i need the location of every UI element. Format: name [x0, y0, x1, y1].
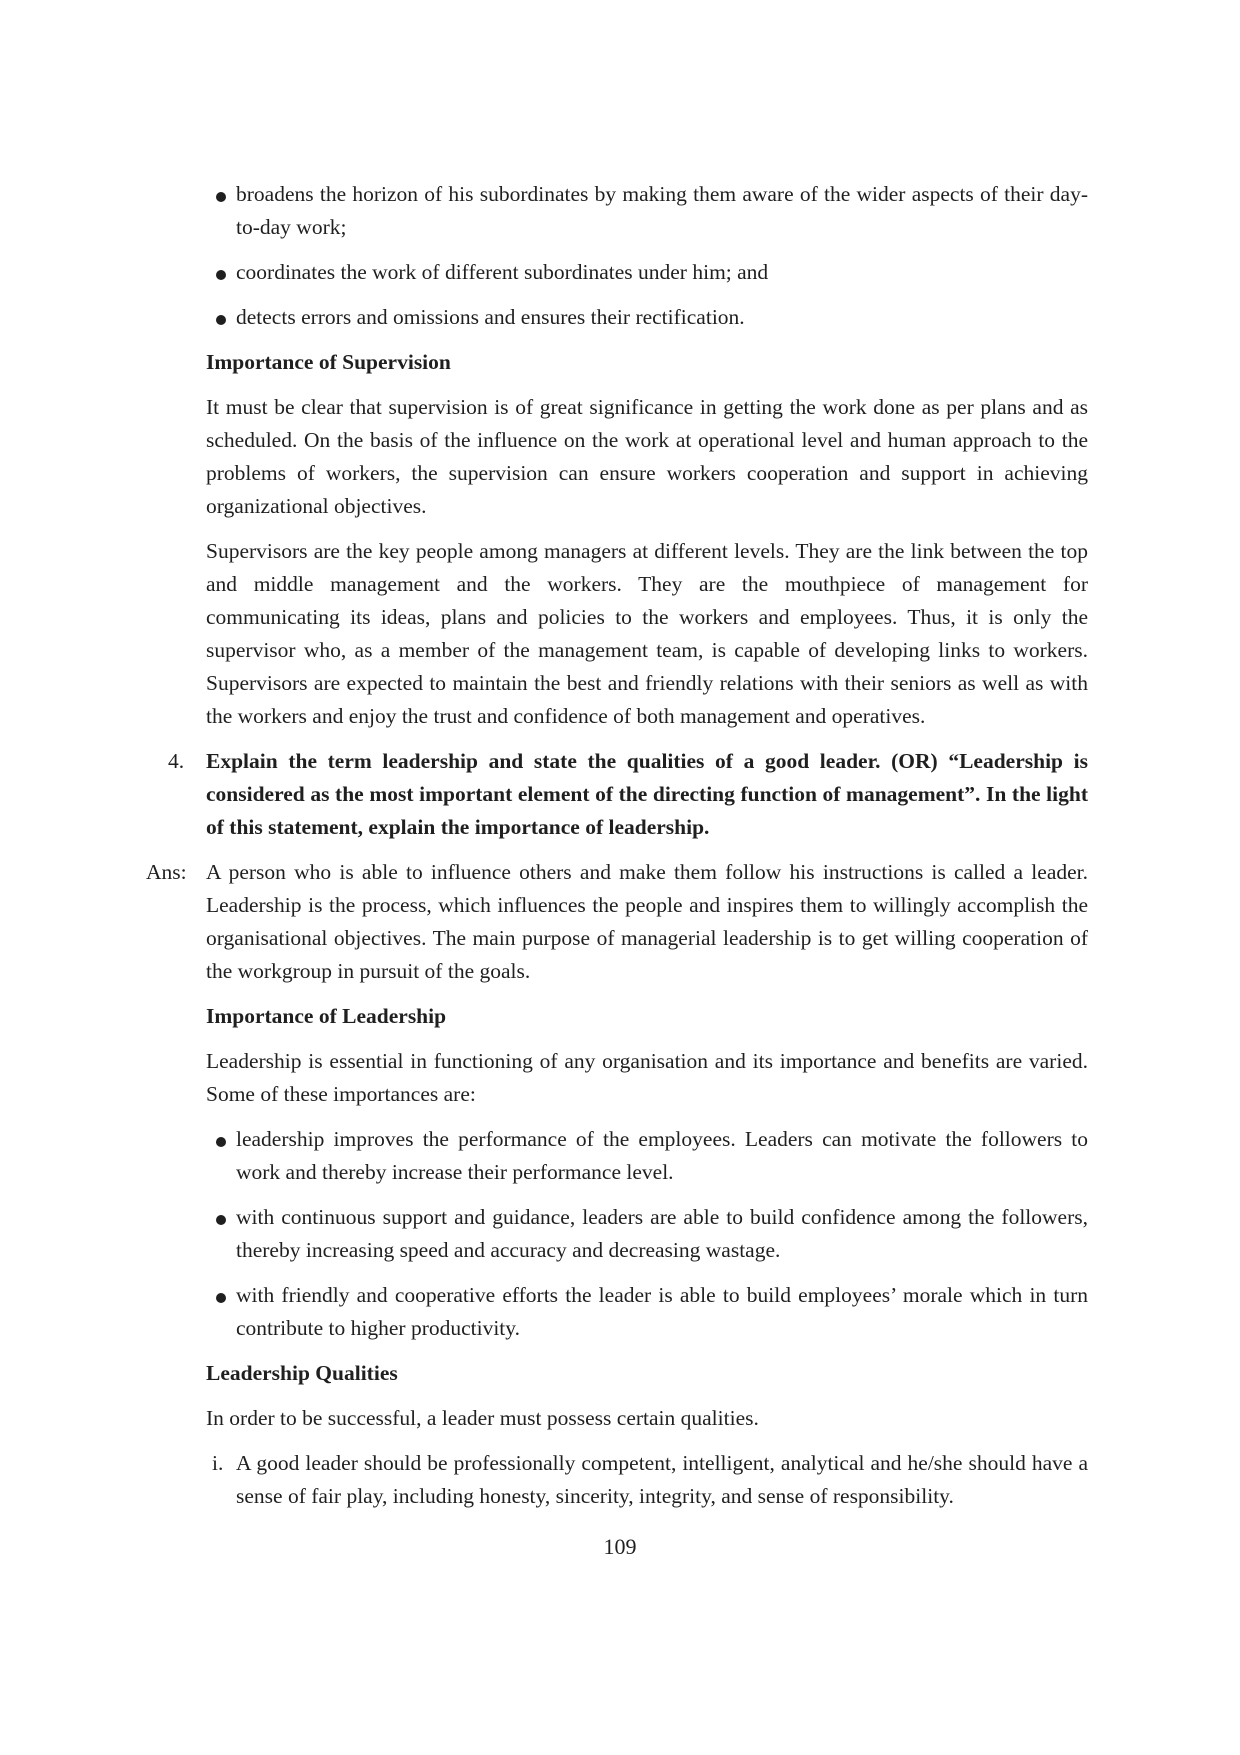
- list-item-text: leadership improves the performance of the employees. Leaders can motivate the followers to work and thereby increase their performance level.: [236, 1127, 1088, 1184]
- list-item: [206, 178, 1088, 244]
- list-item-text: broadens the horizon of his subordinates by making them aware of the wider aspects of their day-to-day work;: [236, 182, 1088, 239]
- bullet-icon: [216, 1215, 226, 1225]
- leadership-importance-heading: Importance of Leadership: [206, 1004, 447, 1028]
- list-item-text: with continuous support and guidance, leaders are able to build confidence among the followers, thereby increasing speed and accuracy and decreasing wastage.: [236, 1205, 1088, 1262]
- answer: [146, 856, 1088, 988]
- list-item: [206, 1123, 1088, 1189]
- supervision-paragraph-1: It must be clear that supervision is of great significance in getting the work done as per plans and as scheduled. On the basis of the influence on the work at operational level and human approach to the problems of workers, the supervision can ensure workers cooperation and support in achieving organizational objectives.: [206, 395, 1088, 518]
- bullet-icon: [216, 1137, 226, 1147]
- question-number: 4.: [168, 749, 185, 773]
- quality-item-text: A good leader should be professionally competent, intelligent, analytical and he/she should have a sense of fair play, including honesty, sincerity, integrity, and sense of responsibility.: [236, 1451, 1088, 1508]
- supervision-paragraph-2: Supervisors are the key people among managers at different levels. They are the link between the top and middle management and the workers. They are the mouthpiece of management for communicating its ideas, plans and policies to the workers and employees. Thus, it is only the supervisor who, as a member of the management team, is capable of developing links to workers. Supervisors are expected to maintain the best and friendly relations with their seniors as well as with the workers and enjoy the trust and confidence of both management and operatives.: [206, 539, 1088, 728]
- leadership-qualities-heading: Leadership Qualities: [206, 1361, 398, 1385]
- question-text: Explain the term leadership and state the qualities of a good leader. (OR) “Leadership is considered as the most important element of the directing function of management”. In the light of this statement, explain the importance of leadership.: [206, 749, 1088, 839]
- answer-text: A person who is able to influence others and make them follow his instructions is called a leader. Leadership is the process, which influences the people and inspires them to willingly accomplish the organisational objectives. The main purpose of managerial leadership is to get willing cooperation of the workgroup in pursuit of the goals.: [206, 860, 1088, 983]
- question: [168, 745, 1088, 844]
- bullet-icon: [216, 270, 226, 280]
- list-item-text: with friendly and cooperative efforts the leader is able to build employees’ morale which in turn contribute to higher productivity.: [236, 1283, 1088, 1340]
- answer-label: Ans:: [146, 860, 187, 884]
- bullet-icon: [216, 192, 226, 202]
- leadership-importance-intro: Leadership is essential in functioning of any organisation and its importance and benefits are varied. Some of these importances are:: [206, 1049, 1088, 1106]
- bullet-icon: [216, 1293, 226, 1303]
- quality-item: [206, 1447, 1088, 1513]
- page-number: 109: [603, 1534, 637, 1559]
- list-item: [206, 256, 1088, 289]
- page-content: [146, 178, 1088, 1525]
- leadership-importance-list: [206, 1123, 1088, 1345]
- list-item: [206, 301, 1088, 334]
- leadership-qualities-intro: In order to be successful, a leader must possess certain qualities.: [206, 1406, 759, 1430]
- list-item-text: coordinates the work of different subordinates under him; and: [236, 260, 769, 284]
- supervision-heading: Importance of Supervision: [206, 350, 451, 374]
- list-item-text: detects errors and omissions and ensures their rectification.: [236, 305, 745, 329]
- list-item: [206, 1201, 1088, 1267]
- supervisor-duties-list: [206, 178, 1088, 334]
- list-item: [206, 1279, 1088, 1345]
- quality-item-mark: i.: [212, 1451, 224, 1475]
- bullet-icon: [216, 315, 226, 325]
